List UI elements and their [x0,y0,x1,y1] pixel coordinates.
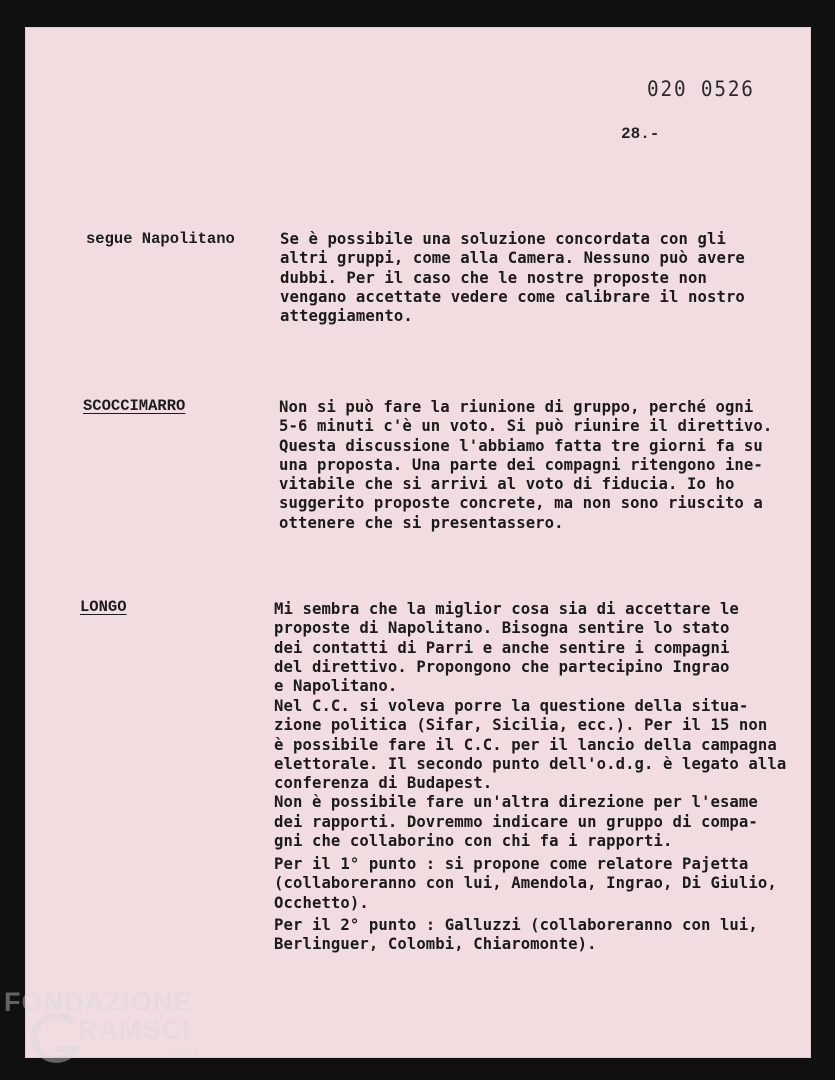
archive-number: 020 0526 [647,77,755,101]
speaker-label: LONGO [80,598,127,616]
document-page [25,27,811,1058]
watermark-line1: FONDAZIONE [4,987,193,1017]
speech-paragraph: Per il 2° punto : Galluzzi (collaboreranno con lui, Berlinguer, Colombi, Chiaromonte). [274,916,758,954]
g-logo-icon [30,1013,80,1075]
speech-paragraph: Per il 1° punto : si propone come relatore Pajetta (collaboreranno con lui, Amendola, Ingrao, Di Giulio, Occhetto). [274,855,777,912]
fondazione-gramsci-watermark [0,985,215,1080]
speech-paragraph: Se è possibile una soluzione concordata con gli altri gruppi, come alla Camera. Nessuno può avere dubbi. Per il caso che le nostre proposte non vengano accettate vedere come calibrare il nostro atteggiamento. [280,230,745,326]
page-number: 28.- [621,125,660,143]
watermark-suffix: onlus [172,1047,199,1059]
watermark-line2: RAMSCI [78,1015,191,1045]
speech-paragraph: Nel C.C. si voleva porre la questione della situa- zione politica (Sifar, Sicilia, ecc.). Per il 15 non è possibile fare il C.C. per il lancio della campagna elettorale. Il secondo punto dell'o.d.g. è legato alla conferenza di Budapest. Non è possibile fare un'altra direzione per l'esame dei rapporti. Dovremmo indicare un gruppo di compa- gni che collaborino con chi fa i rapporti. [274,697,787,851]
speech-paragraph: Mi sembra che la miglior cosa sia di accettare le proposte di Napolitano. Bisogna sentire lo stato dei contatti di Parri e anche sentire i compagni del direttivo. Propongono che partecipino Ingrao e Napolitano. [274,600,739,696]
speaker-label: SCOCCIMARRO [83,397,186,415]
speaker-label: segue Napolitano [86,230,235,248]
speech-paragraph: Non si può fare la riunione di gruppo, perché ogni 5-6 minuti c'è un voto. Si può riunire il direttivo. Questa discussione l'abbiamo fatta tre giorni fa su una proposta. Una parte dei compagni ritengono ine- vitabile che si arrivi al voto di fiducia. Io ho suggerito proposte concrete, ma non sono riuscito a ottenere che si presentassero. [279,398,773,532]
